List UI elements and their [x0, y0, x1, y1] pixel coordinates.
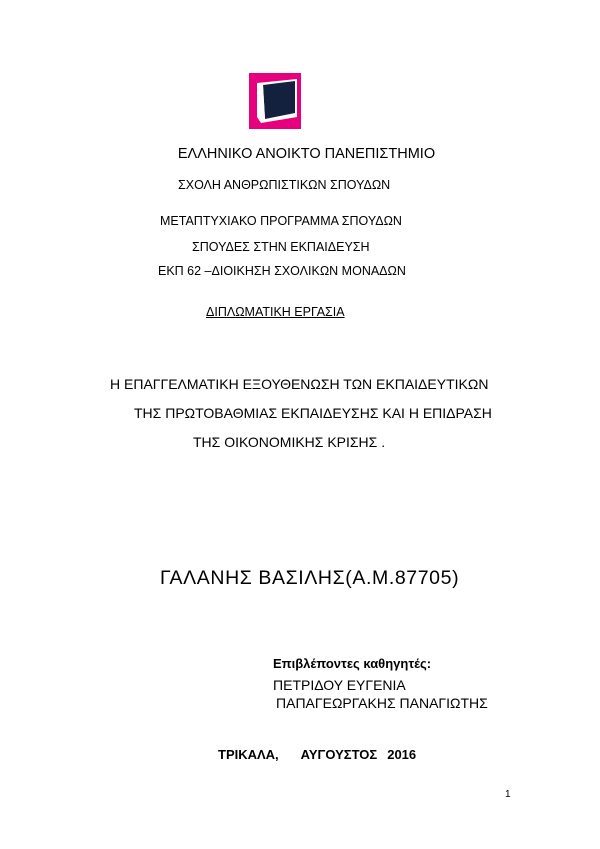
author-name: ΓΑΛΑΝΗΣ ΒΑΣΙΛΗΣ(Α.Μ.87705) [160, 567, 460, 589]
university-book-logo-icon [249, 73, 301, 129]
university-logo [249, 73, 301, 129]
thesis-type: ΔΙΠΛΩΜΑΤΙΚΗ ΕΡΓΑΣΙΑ [206, 305, 345, 319]
place: ΤΡΙΚΑΛΑ, [218, 747, 279, 762]
supervisor-name-1: ΠΕΤΡΙΔΟΥ ΕΥΓΕΝΙΑ [273, 677, 406, 693]
page-number: 1 [505, 789, 511, 800]
thesis-title-line-3: ΤΗΣ ΟΙΚΟΝΟΜΙΚΗΣ ΚΡΙΣΗΣ . [193, 434, 386, 450]
supervisors-label: Επιβλέποντες καθηγητές: [273, 656, 432, 671]
month: ΑΥΓΟΥΣΤΟΣ [300, 747, 378, 762]
university-name: ΕΛΛΗΝΙΚΟ ΑΝΟΙΚΤΟ ΠΑΝΕΠΙΣΤΗΜΙΟ [177, 146, 436, 162]
thesis-title-line-2: ΤΗΣ ΠΡΩΤΟΒΑΘΜΙΑΣ ΕΚΠΑΙΔΕΥΣΗΣ ΚΑΙ Η ΕΠΙΔΡΑΣΗ [134, 405, 492, 421]
school-name: ΣΧΟΛΗ ΑΝΘΡΩΠΙΣΤΙΚΩΝ ΣΠΟΥΔΩΝ [178, 178, 391, 192]
thesis-title-line-1: Η ΕΠΑΓΓΕΛΜΑΤΙΚΗ ΕΞΟΥΘΕΝΩΣΗ ΤΩΝ ΕΚΠΑΙΔΕΥΤΙΚΩΝ [110, 376, 489, 392]
supervisor-name-2: ΠΑΠΑΓΕΩΡΓΑΚΗΣ ΠΑΝΑΓΙΩΤΗΣ [276, 695, 488, 711]
program-line-3: ΕΚΠ 62 –ΔΙΟΙΚΗΣΗ ΣΧΟΛΙΚΩΝ ΜΟΝΑΔΩΝ [158, 264, 406, 278]
program-line-1: ΜΕΤΑΠΤΥΧΙΑΚΟ ΠΡΟΓΡΑΜΜΑ ΣΠΟΥΔΩΝ [160, 214, 402, 228]
year: 2016 [387, 747, 417, 762]
place-date [218, 747, 416, 762]
program-line-2: ΣΠΟΥΔΕΣ ΣΤΗΝ ΕΚΠΑΙΔΕΥΣΗ [192, 240, 370, 254]
